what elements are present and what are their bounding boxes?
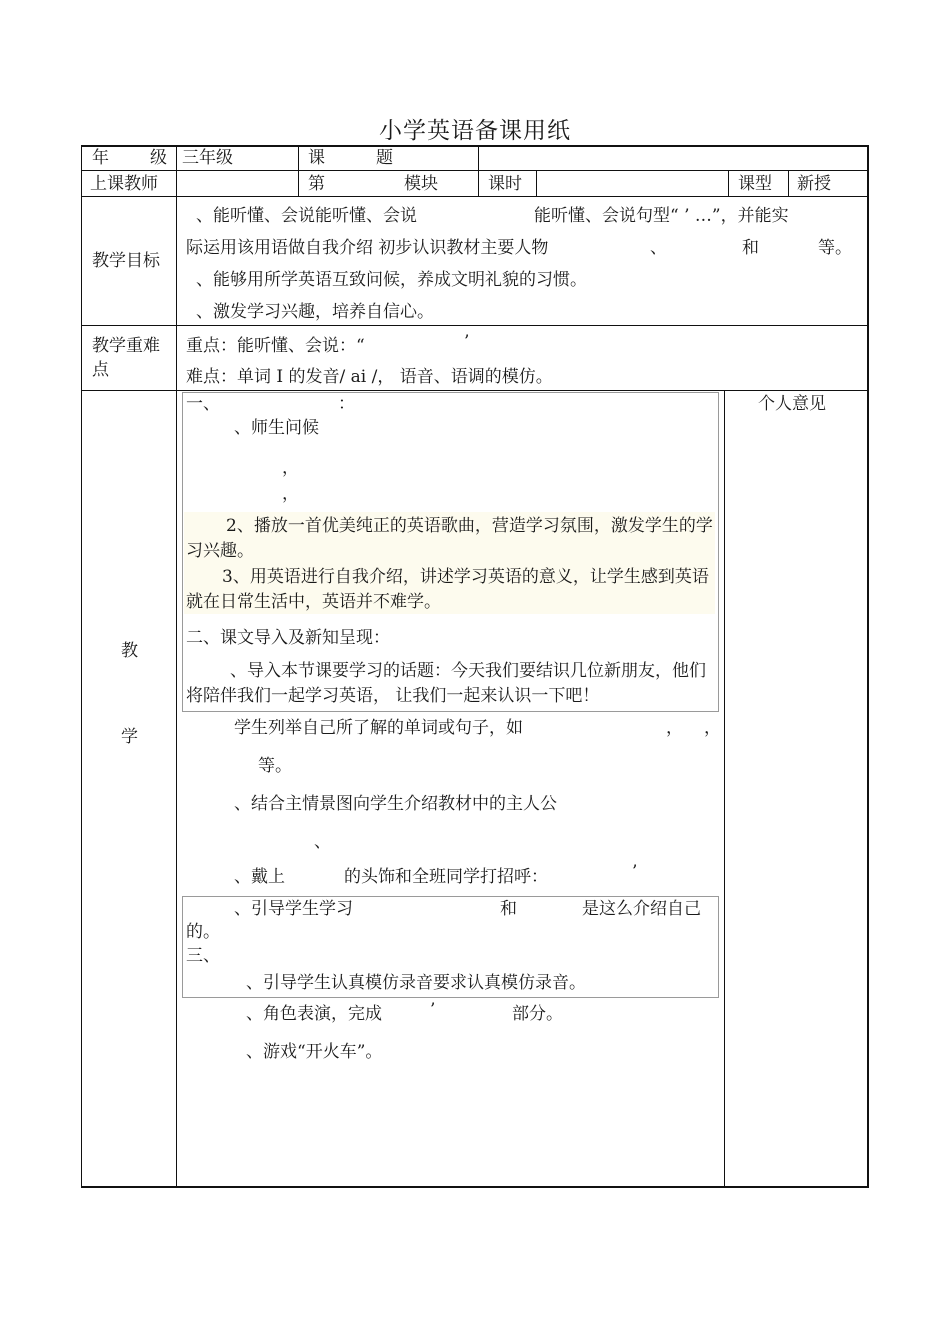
objectives-label: 教学目标 (92, 251, 160, 271)
section-3-item-2: 、角色表演，完成 (246, 1004, 382, 1024)
table-border-top (81, 145, 869, 147)
comma-line-1: ， (282, 458, 299, 478)
section-2-etc: 等。 (258, 756, 292, 776)
col-divider (728, 170, 729, 197)
section-3-heading: 三、 (186, 946, 220, 966)
col-divider (536, 170, 537, 197)
section-1-heading: 一、 (186, 394, 220, 414)
grade-value: 三年级 (182, 148, 233, 168)
col-divider (724, 390, 725, 1188)
section-2-item-2: 、结合主情景图向学生介绍教材中的主人公 (234, 794, 557, 814)
section-2-item-4d: 的。 (186, 922, 220, 942)
section-2-heading: 二、课文导入及新知呈现： (186, 628, 390, 648)
process-label-a: 教 (121, 641, 138, 661)
comma-line-2: ， (282, 484, 299, 504)
type-value: 新授 (797, 174, 831, 194)
col-divider (788, 170, 789, 197)
col-divider (298, 145, 299, 197)
section-3-item-3: 、游戏“开火车”。 (246, 1042, 383, 1062)
table-border-bottom (81, 1186, 869, 1188)
type-label: 课型 (738, 174, 772, 194)
keypoints-label-b: 点 (92, 360, 109, 380)
section-2-item-3: 、戴上 (234, 867, 285, 887)
grade-label-b: 级 (150, 148, 167, 168)
section-2-item-3c: ’ (632, 862, 638, 882)
section-2-item-4b: 和 (500, 899, 517, 919)
process-label-b: 学 (121, 727, 138, 747)
objective-line-2: 际运用该用语做自我介绍 初步认识教材主要人物 (186, 238, 549, 258)
page-title: 小学英语备课用纸 (379, 118, 571, 144)
row-divider (81, 325, 869, 326)
col-divider (478, 145, 479, 197)
topic-label-b: 题 (376, 148, 393, 168)
row-divider (81, 196, 869, 197)
objective-line-1b: 能听懂、会说句型“ ’ …”，并能实 (534, 206, 789, 226)
section-2-list-comma-2: ， (704, 718, 721, 738)
difficulty-text: 难点：单词 I 的发音/ ai /， 语音、语调的模仿。 (186, 367, 553, 387)
section-2-item-4c: 是这么介绍自己 (582, 899, 701, 919)
objective-line-2d: 等。 (818, 238, 852, 258)
section-2-item-1: 、导入本节课要学习的话题：今天我们要结识几位新朋友，他们将陪伴我们一起学习英语， 让我们一起来认识一下吧！ (186, 661, 706, 706)
period-label: 课时 (488, 174, 522, 194)
opinion-label: 个人意见 (758, 394, 826, 414)
objective-line-2b: 、 (650, 238, 667, 258)
keypoints-label-a: 教学重难 (92, 336, 160, 356)
table-border-right (867, 145, 869, 1188)
section-3-item-2c: 部分。 (512, 1004, 563, 1024)
section-3-item-2b: ’ (430, 1000, 436, 1020)
focus-text: 重点：能听懂、会说：“ (186, 336, 365, 356)
section-3-item-1: 、引导学生认真模仿录音要求认真模仿录音。 (246, 973, 586, 993)
section-2-item-3b: 的头饰和全班同学打招呼： (344, 867, 548, 887)
objective-line-4: 、激发学习兴趣，培养自信心。 (196, 302, 434, 322)
section-2-list: 学生列举自己所了解的单词或句子，如 (234, 718, 523, 738)
section-1-item-3: 3、用英语进行自我介绍，讲述学习英语的意义，让学生感到英语就在日常生活中，英语并不难学。 (186, 567, 709, 612)
section-1-item-2: 2、播放一首优美纯正的英语歌曲，营造学习氛围，激发学生的学习兴趣。 (186, 516, 713, 561)
focus-text-end: ’ (464, 332, 470, 352)
row-divider (81, 170, 869, 171)
section-2-separator: 、 (314, 832, 331, 852)
section-1-item-1: 、师生问候 (234, 418, 319, 438)
module-label-b: 模块 (404, 174, 438, 194)
table-border-left (81, 145, 82, 1188)
objective-line-3: 、能够用所学英语互致问候，养成文明礼貌的习惯。 (196, 270, 587, 290)
objective-line-1: 、能听懂、会说能听懂、会说 (196, 206, 417, 226)
section-1-colon: ： (338, 394, 355, 414)
grade-label-a: 年 (92, 148, 109, 168)
teacher-label: 上课教师 (90, 174, 158, 194)
module-label-a: 第 (308, 174, 325, 194)
col-divider (176, 145, 177, 1188)
section-2-item-4: 、引导学生学习 (234, 899, 353, 919)
row-divider (81, 390, 869, 391)
topic-label-a: 课 (308, 148, 325, 168)
objective-line-2c: 和 (742, 238, 759, 258)
section-2-list-comma-1: ， (666, 718, 683, 738)
